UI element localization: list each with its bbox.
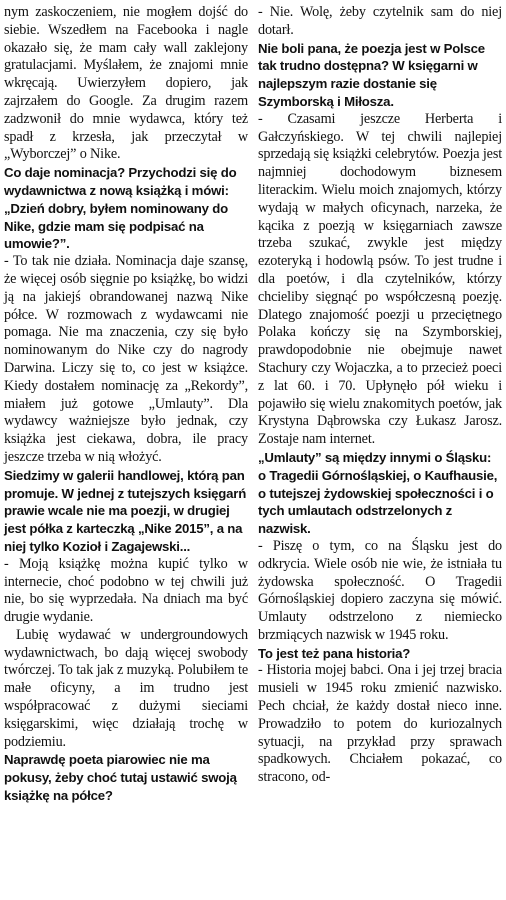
interview-question: Co daje nominacja? Przychodzi się do wydawnictwa z nową książką i mówi: „Dzień dobry, byłem nominowany do Nike, gdzie mam się podpisać na umowie?”. — [4, 165, 237, 252]
answer-paragraph: - Moją książkę można kupić tylko w internecie, choć podobno w tej chwili już nie, bo się wyprzedała. Na dniach ma być drugie wydanie. — [4, 555, 248, 626]
interview-question: To jest też pana historia? — [258, 645, 411, 661]
answer-paragraph: Lubię wydawać w undergroundowych wydawnictwach, bo dają więcej swobody twórczej. To tak jak z muzyką. Polubiłem te małe oficyny, a im trudno jest współpracować z dużymi sieciami księgarskimi, więc działają trochę w podziemiu. — [4, 626, 248, 750]
left-column — [4, 4, 248, 900]
interview-question: Siedzimy w galerii handlowej, którą pan promuje. W jednej z tutejszych księgarń prawie wcale nie ma poezji, w drugiej jest półka z karteczką „Nike 2015”, a na niej tylko Kozioł i Zagajewski... — [4, 467, 247, 554]
answer-paragraph: - Historia mojej babci. Ona i jej trzej bracia musieli w 1945 roku zmienić nazwisko. Pech chciał, że każdy dostał nieco inne. Prowadziło to potem do kuriozalnych sytuacji, na przykład przy sprawach spadkowych. Chciałem pokazać, co stracono, od- — [258, 662, 502, 786]
answer-paragraph: - Nie. Wolę, żeby czytelnik sam do niej dotarł. — [258, 4, 502, 38]
answer-paragraph: - To tak nie działa. Nominacja daje szansę, że więcej osób sięgnie po książkę, bo widzi ją na jakiejś obrandowanej nazwą Nike półce. W rozmowach z wydawcami nie pomaga. Nie ma znaczenia, czy się było nominowanym do Nike czy do nagrody Darwina. Liczy się to, co jest w książce. Kiedy dostałem nominację za „Rekordy”, miałem już gotowe „Umlauty”. Dla wydawcy ważniejsze było jednak, czy książka jest ciekawa, dobra, ile pracy jeszcze trzeba w nią włożyć. — [4, 253, 248, 465]
interview-question: Naprawdę poeta piarowiec nie ma pokusy, żeby choć tutaj ustawić swoją książkę na półce? — [4, 752, 237, 804]
right-column — [258, 4, 502, 900]
interview-question: Nie boli pana, że poezja jest w Polsce tak trudno dostępna? W księgarni w najlepszym razie dostanie się Szymborską i Miłosza. — [258, 40, 485, 109]
answer-paragraph: - Czasami jeszcze Herberta i Gałczyńskiego. W tej chwili najlepiej sprzedają się książki celebrytów. Poezja jest najmniej dochodowym biznesem literackim. Wielu moich znajomych, którzy wydają w małych oficynach, narzeka, że kącika z poezją w księgarniach zawsze trzeba szukać, zwykle jest między ezoteryką i hodowlą psów. To jest trudne i dla poetów, i dla czytelników, którzy chcieliby sięgnąć po współczesną poezję. Dlatego znajomość poezji u przeciętnego Polaka kończy się na Szymborskiej, prawdopodobnie nie obejmuje nawet Stachury czy Wojaczka, a to przecież poeci z lat 60. i 70. Upłynęło pół wieku i pojawiło się wielu znakomitych poetów, jak Krystyna Dąbrowska czy Łukasz Jarosz. Zostaje nam internet. — [258, 110, 502, 448]
answer-paragraph: nym zaskoczeniem, nie mogłem dojść do siebie. Wszedłem na Facebooka i nagle okazało się, że mam cały wall zaklejony gratulacjami. Myślałem, że znajomi mnie wkręcają. Uwierzyłem dopiero, jak zajrzałem do Google. Za drugim razem zadzwonił do mnie wydawca, który też spadł z krzesła, jak przeczytał w „Wyborczej” o Nike. — [4, 4, 248, 163]
answer-paragraph: - Piszę o tym, co na Śląsku jest do odkrycia. Wiele osób nie wie, że istniała tu żydowska społeczność. O Tragedii Górnośląskiej dopiero zaczyna się mówić. Umlauty odstrzelono z niemiecko brzmiących nazwisk w 1945 roku. — [258, 537, 502, 643]
interview-question: „Umlauty” są między innymi o Śląsku: o Tragedii Górnośląskiej, o Kaufhausie, o tutejszej żydowskiej społeczności i o tych umlautach odstrzelonych z nazwisk. — [258, 449, 498, 537]
